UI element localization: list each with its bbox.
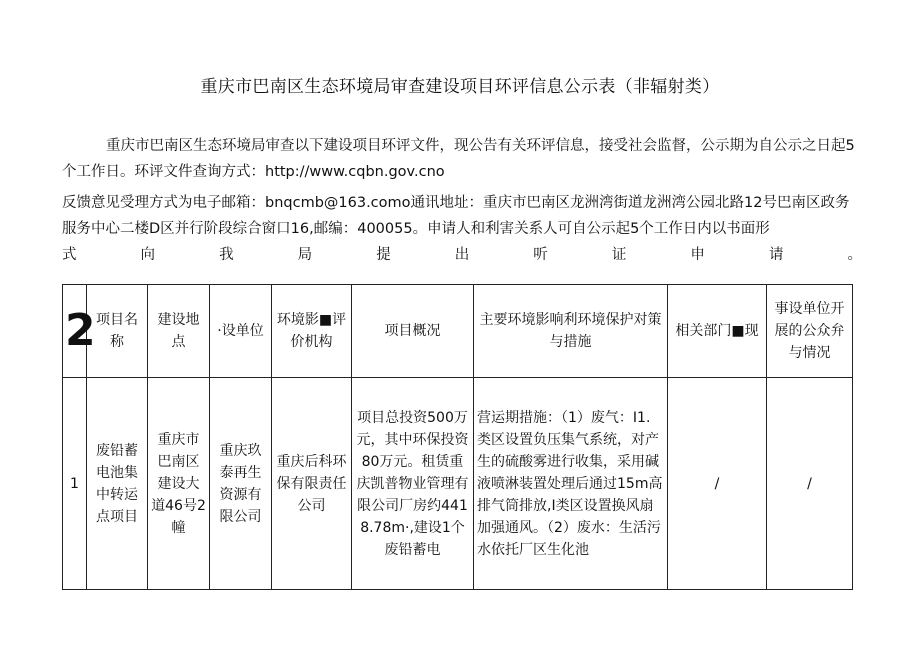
header-public: 事设单位开展的公众弁与情况 (767, 285, 853, 378)
overview-text: 项目总投资500万元，其中环保投资80万元。租赁重庆凯普物业管理有限公司厂房约4418.78m·,建设1个废铅蓄电 (356, 409, 469, 558)
cell-overview (352, 378, 474, 590)
cell-location: 重庆市巴南区建设大道46号2幢 (148, 378, 210, 590)
project-table (62, 284, 853, 590)
cell-dept: / (668, 378, 767, 590)
header-measures: 主要环境影响利环境保护对策与措施 (474, 285, 668, 378)
cell-no: 1 (63, 378, 87, 590)
document-title: 重庆市巴南区生态环境局审查建设项目环评信息公示表（非辐射类） (200, 77, 720, 97)
header-agency: 环境影■评价机构 (272, 285, 352, 378)
header-location: 建设地点 (148, 285, 210, 378)
intro-paragraph: 重庆市巴南区生态环境局审查以下建设项目环评文件，现公告有关环评信息，接受社会监督，公示期为自公示之日起5个工作日。环评文件查询方式：http://www.cqbn.gov.cno (62, 138, 855, 180)
cell-name: 废铅蓄电池集中转运点项目 (87, 378, 148, 590)
cell-unit: 重庆玖泰再生资源有限公司 (210, 378, 272, 590)
header-overview: 项目概况 (352, 285, 474, 378)
feedback-paragraph (62, 190, 862, 268)
feedback-text: 反馈意见受理方式为电子邮箱：bnqcmb@163.como通讯地址：重庆市巴南区龙洲湾街道龙洲湾公园北路12号巴南区政务服务中心二楼D区并行阶段综合窗口16,邮编：400055。申请人和利害关系人可自公示起5个工作日内以书面形 (62, 195, 850, 237)
header-unit: ·设单位 (210, 285, 272, 378)
table-header-row (63, 285, 853, 378)
cell-public: / (767, 378, 853, 590)
cell-measures (474, 378, 668, 590)
header-name: 项目名称 (87, 285, 148, 378)
table-row (63, 378, 853, 590)
header-no: 2 (63, 285, 87, 378)
header-dept: 相关部门■现 (668, 285, 767, 378)
measures-text: 营运期措施：（1）废气：I1.类区设置负压集气系统，对产生的硫酸雾进行收集，采用碱液喷淋装置处理后通过15m高排气筒排放,I类区设置换风扇加强通风。（2）废水：生活污水依托厂区生化池 (477, 409, 663, 558)
feedback-text-end: 式向我局提出听证申请。 (62, 247, 862, 263)
cell-agency: 重庆后科环保有限责任公司 (272, 378, 352, 590)
